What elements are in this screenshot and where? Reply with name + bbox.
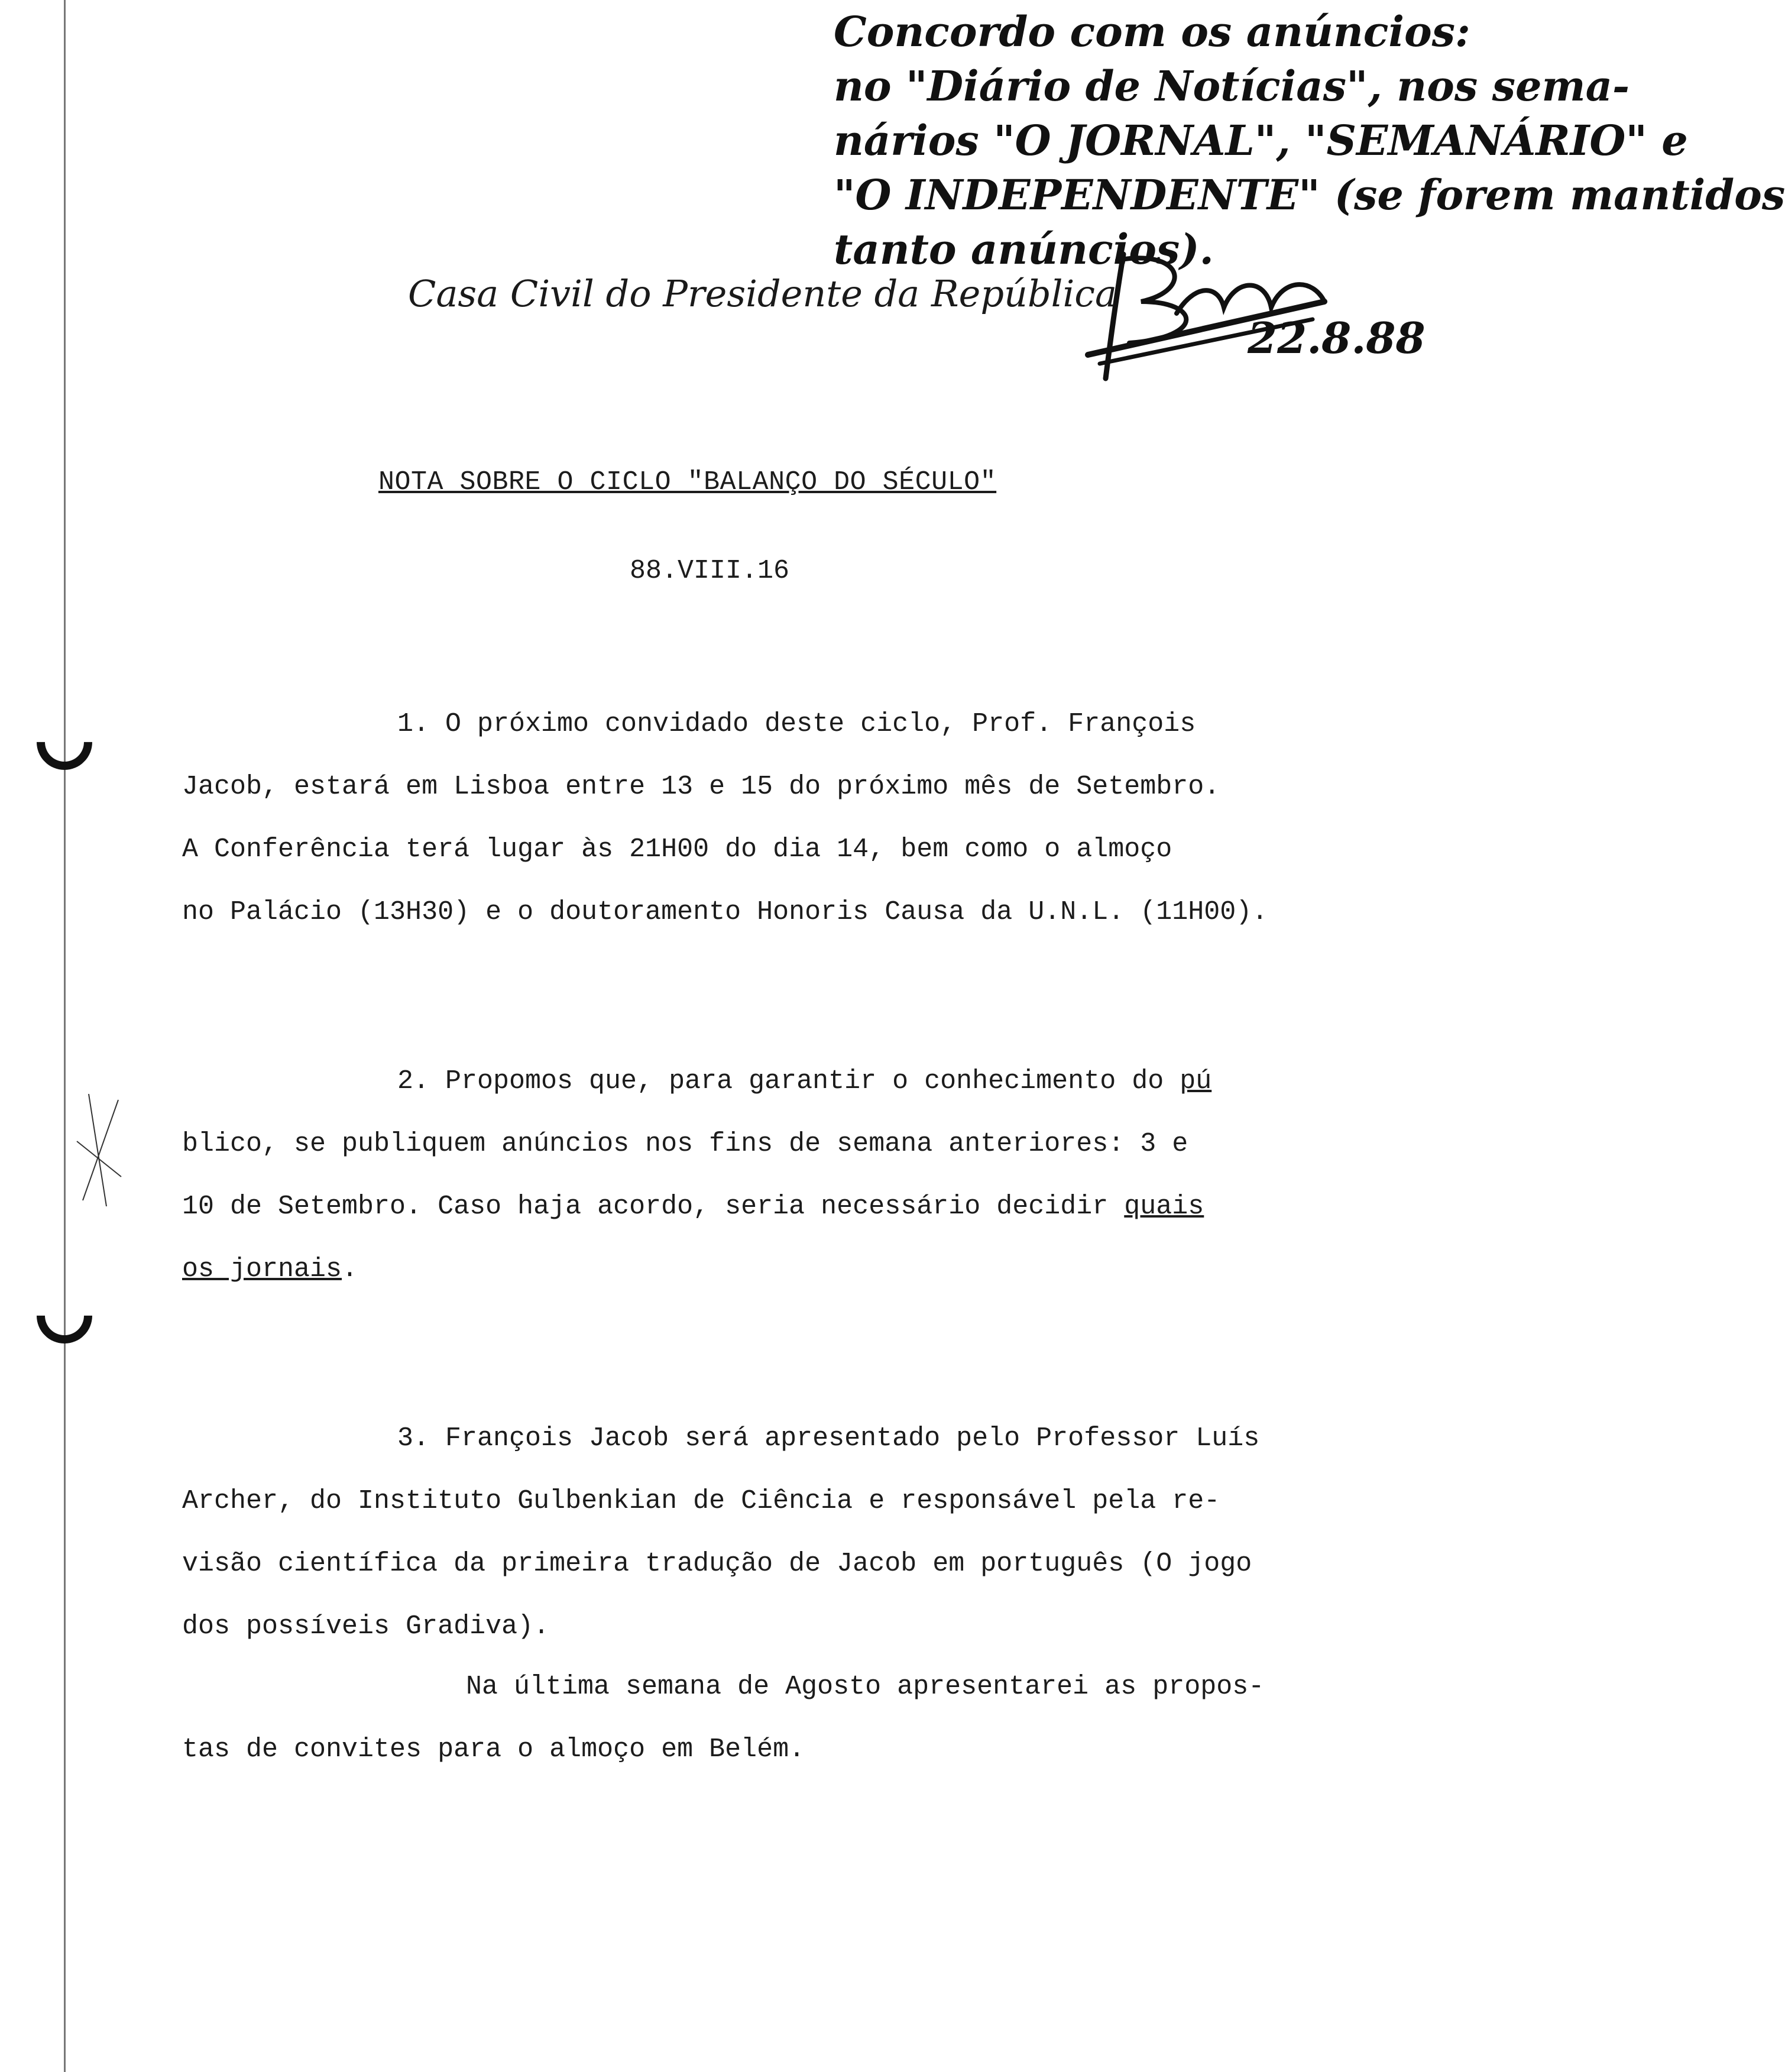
paragraph-text: 2. Propomos que, para garantir o conhecimento do [397,1066,1180,1096]
document-date: 88.VIII.16 [630,556,790,586]
paragraph-text: . [342,1254,358,1284]
paragraph-line: Jacob, estará em Lisboa entre 13 e 15 do próximo mês de Setembro. [182,772,1220,802]
paragraph-line: 1. O próximo convidado deste ciclo, Prof. François [397,709,1196,739]
underlined-text: os jornais [182,1254,342,1284]
document-title: NOTA SOBRE O CICLO "BALANÇO DO SÉCULO" [378,467,997,497]
margin-scratch-mark [65,1088,130,1212]
handwritten-signature [1076,237,1407,390]
paragraph-3 [182,1407,1376,1658]
annotation-line: Concordo com os anúncios: [834,7,1470,56]
paragraph-1 [182,693,1376,944]
paragraph-line: blico, se publiquem anúncios nos fins de semana anteriores: 3 e [182,1129,1188,1159]
paragraph-line: tas de convites para o almoço em Belém. [182,1734,805,1765]
handwritten-annotation [834,5,1785,363]
paragraph-line: no Palácio (13H30) e o doutoramento Honoris Causa da U.N.L. (11H00). [182,897,1268,927]
paragraph-line: dos possíveis Gradiva). [182,1611,550,1642]
paragraph-line: A Conferência terá lugar às 21H00 do dia 14, bem como o almoço [182,834,1172,865]
punch-hole-bottom [25,1277,104,1355]
underlined-text: quais [1124,1192,1204,1222]
annotation-line: tanto anúncios). [834,225,1214,274]
paragraph-text: 10 de Setembro. Caso haja acordo, seria necessário decidir [182,1192,1125,1222]
annotation-date: 22.8.88 [1248,313,1426,363]
paragraph-2 [182,1050,1376,1301]
paragraph-line [182,1176,1376,1238]
binder-margin-line [64,0,66,2072]
punch-hole-top [25,703,104,782]
paragraph-line [182,1050,1376,1113]
paragraph-line: Archer, do Instituto Gulbenkian de Ciência e responsável pela re- [182,1486,1220,1516]
underlined-text: pú [1180,1066,1212,1096]
paragraph-line [182,1238,1376,1301]
paragraph-4 [182,1656,1376,1781]
annotation-line: "O INDEPENDENTE" (se forem mantidos [834,170,1785,219]
paragraph-line: visão científica da primeira tradução de Jacob em português (O jogo [182,1549,1252,1579]
annotation-line: no "Diário de Notícias", nos sema- [834,61,1630,111]
annotation-line: nários "O JORNAL", "SEMANÁRIO" e [834,116,1688,165]
paragraph-line: 3. François Jacob será apresentado pelo Professor Luís [397,1423,1260,1453]
paragraph-line: Na última semana de Agosto apresentarei as propos- [466,1672,1265,1702]
letterhead: Casa Civil do Presidente da República [408,272,1117,315]
